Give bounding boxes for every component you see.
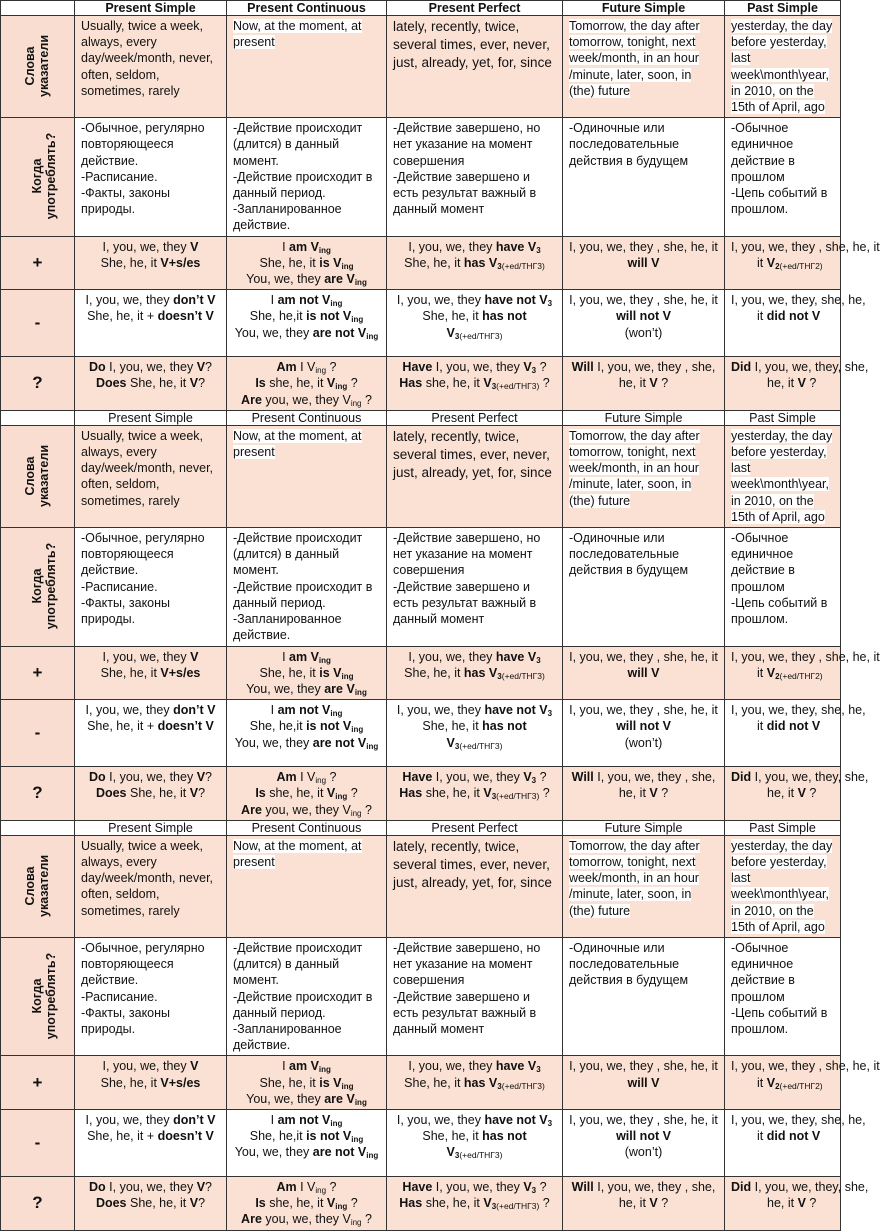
header-future-simple: Future Simple [563, 820, 725, 835]
formula-line: She, he, it has $V_{3(+ed/ТНГ3)}$ [404, 1075, 545, 1091]
affirmative-present-perfect [387, 1056, 563, 1110]
usage-present-perfect [387, 937, 563, 1055]
formula-line: (won’t) [624, 325, 663, 340]
side-label-when-text: Когда употреблять? [30, 542, 59, 630]
formula-line: Is she, he, it $V_{ing}$ ? [255, 1196, 358, 1212]
header-row [1, 820, 841, 835]
formula-line: $V_{3(+ed/ТНГ3)}$ [446, 325, 503, 341]
formula-line: I, you, we, they have not $V_3$ [396, 1112, 553, 1128]
formula-line: I am not $V_{ing}$ [270, 703, 343, 719]
formula-line: he, it V ? [767, 376, 817, 391]
formula-line: I am $V_{ing}$ [282, 649, 331, 665]
formula-line: I am $V_{ing}$ [282, 1059, 331, 1075]
affirmative-future-simple [563, 1056, 725, 1110]
formula-line: Will I, you, we, they , she, [571, 770, 716, 785]
affirmative-past-simple [725, 236, 880, 290]
markers-present-continuous [227, 425, 387, 527]
markers-present-simple [75, 16, 227, 118]
negative-present-simple [75, 1109, 227, 1176]
markers-text: yesterday, the day before yesterday, last week\month\year, in 2010, on the 15th of April, ago [731, 19, 833, 115]
usage-row [1, 937, 841, 1055]
usage-text: -Обычное, регулярно повторяющееся действие. -Расписание. -Факты, законы природы. [81, 121, 205, 217]
formula-line: will not V [616, 719, 671, 734]
markers-text: Tomorrow, the day after tomorrow, tonight, next week/month, in an hour /minute, later, soon, in (the) future [569, 428, 700, 508]
side-label-minus: - [1, 1109, 75, 1176]
markers-text: Tomorrow, the day after tomorrow, tonight, next week/month, in an hour /minute, later, soon, in (the) future [569, 838, 700, 918]
markers-present-continuous [227, 16, 387, 118]
formula-line: You, we, they are $V_{ing}$ [246, 272, 367, 288]
formula-line: Are you, we, they $V_{ing}$ ? [241, 802, 372, 818]
usage-text: -Действие происходит (длится) в данный момент. -Действие происходит в данный период. -Запланированное действие. [233, 940, 373, 1053]
markers-past-simple [725, 16, 841, 118]
markers-text: Usually, twice a week, always, every day/week/month, never, often, seldom, sometimes, rarely [81, 838, 214, 918]
side-label-words-text: Слова указатели [23, 444, 52, 507]
formula-line: I am $V_{ing}$ [282, 239, 331, 255]
formula-line: I, you, we, they , she, he, it [731, 649, 880, 664]
side-label-plus: + [1, 1056, 75, 1110]
formula-line: he, it V ? [618, 786, 669, 801]
formula-line: She, he, it + doesn’t V [87, 1129, 214, 1144]
formula-line: Is she, he, it $V_{ing}$ ? [255, 376, 358, 392]
markers-text: Now, at the moment, at present [233, 428, 362, 460]
formula-line: I am not $V_{ing}$ [270, 293, 343, 309]
usage-present-perfect [387, 118, 563, 236]
formula-line: will V [627, 255, 660, 270]
formula-line: I, you, we, they have not $V_3$ [396, 293, 553, 309]
usage-text: -Действие завершено, но нет указание на момент совершения -Действие завершено и есть результат важный в данный момент [393, 531, 541, 627]
formula-line: (won’t) [624, 735, 663, 750]
usage-future-simple [563, 118, 725, 236]
negative-present-simple [75, 290, 227, 357]
affirmative-present-simple [75, 1056, 227, 1110]
side-label-words [1, 425, 75, 527]
negative-row [1, 1109, 841, 1176]
usage-present-simple [75, 118, 227, 236]
header-present-continuous: Present Continuous [227, 1, 387, 16]
side-label-plus: + [1, 236, 75, 290]
usage-text: -Обычное единичное действие в прошлом -Цепь событий в прошлом. [731, 531, 828, 627]
side-label-when [1, 528, 75, 646]
formula-line: will V [627, 665, 660, 680]
formula-line: Does She, he, it V? [95, 376, 206, 391]
usage-row [1, 118, 841, 236]
markers-present-perfect [387, 425, 563, 527]
formula-line: Have I, you, we, they $V_3$ ? [402, 770, 547, 786]
formula-line: I, you, we, they, she, he, [731, 1112, 866, 1127]
formula-line: Am I $V_{ing}$ ? [276, 1179, 337, 1195]
header-present-perfect: Present Perfect [387, 820, 563, 835]
header-past-simple: Past Simple [725, 1, 841, 16]
markers-text: yesterday, the day before yesterday, last week\month\year, in 2010, on the 15th of April, ago [731, 838, 833, 934]
markers-text: Now, at the moment, at present [233, 838, 362, 869]
negative-present-continuous [227, 290, 387, 357]
formula-line: he, it V ? [618, 376, 669, 391]
usage-past-simple [725, 528, 841, 646]
formula-line: You, we, they are $V_{ing}$ [246, 1091, 367, 1107]
affirmative-future-simple [563, 646, 725, 700]
affirmative-past-simple [725, 646, 880, 700]
usage-text: -Действие происходит (длится) в данный момент. -Действие происходит в данный период. -Запланированное действие. [233, 121, 373, 233]
side-label-when [1, 118, 75, 236]
affirmative-present-perfect [387, 646, 563, 700]
header-past-simple: Past Simple [725, 820, 841, 835]
formula-line: She, he, it has not [422, 719, 527, 734]
side-label-question: ? [1, 1176, 75, 1230]
time-markers-row [1, 16, 841, 118]
affirmative-row [1, 1056, 841, 1110]
formula-line: Has she, he, it $V_{3(+ed/ТНГ3)}$ ? [399, 786, 550, 802]
formula-line: I, you, we, they , she, he, it [569, 703, 718, 718]
usage-future-simple [563, 528, 725, 646]
question-present-continuous [227, 1176, 387, 1230]
formula-line: She, he, it has not [422, 309, 527, 324]
usage-present-simple [75, 937, 227, 1055]
side-label-when-text: Когда употреблять? [30, 952, 59, 1040]
side-label-minus: - [1, 290, 75, 357]
formula-line: She, he, it is $V_{ing}$ [259, 1075, 354, 1091]
usage-future-simple [563, 937, 725, 1055]
formula-line: You, we, they are not $V_{ing}$ [234, 735, 379, 751]
formula-line: I, you, we, they don’t V [85, 703, 216, 718]
formula-line: She, he, it has not [422, 1129, 527, 1144]
question-present-simple [75, 767, 227, 821]
affirmative-present-continuous [227, 236, 387, 290]
markers-present-simple [75, 835, 227, 937]
markers-text: Usually, twice a week, always, every day/week/month, never, often, seldom, sometimes, rarely [81, 19, 214, 98]
usage-text: -Обычное единичное действие в прошлом -Цепь событий в прошлом. [731, 940, 828, 1036]
question-row [1, 357, 841, 411]
formula-line: will not V [616, 1129, 671, 1144]
formula-line: I, you, we, they , she, he, it [569, 1059, 718, 1074]
formula-line: it $V_{2(+ed/ТНГ2)}$ [757, 255, 823, 271]
negative-past-simple [725, 1109, 866, 1176]
formula-line: $V_{3(+ed/ТНГ3)}$ [446, 735, 503, 751]
header-future-simple: Future Simple [563, 1, 725, 16]
formula-line: Has she, he, it $V_{3(+ed/ТНГ3)}$ ? [399, 376, 550, 392]
markers-present-simple [75, 425, 227, 527]
formula-line: he, it V ? [767, 786, 817, 801]
markers-text: yesterday, the day before yesterday, last week\month\year, in 2010, on the 15th of April, ago [731, 428, 833, 524]
formula-line: Am I $V_{ing}$ ? [276, 360, 337, 376]
time-markers-row [1, 425, 841, 527]
formula-line: She, he, it V+s/es [100, 665, 201, 680]
negative-present-simple [75, 700, 227, 767]
question-future-simple [563, 767, 725, 821]
formula-line: She, he, it is $V_{ing}$ [259, 255, 354, 271]
markers-text: Now, at the moment, at present [233, 19, 362, 50]
negative-past-simple [725, 290, 866, 357]
affirmative-present-continuous [227, 1056, 387, 1110]
question-future-simple [563, 357, 725, 411]
negative-present-continuous [227, 700, 387, 767]
usage-present-continuous [227, 937, 387, 1055]
affirmative-past-simple [725, 1056, 880, 1110]
formula-line: I, you, we, they , she, he, it [731, 239, 880, 254]
usage-present-continuous [227, 528, 387, 646]
formula-line: Has she, he, it $V_{3(+ed/ТНГ3)}$ ? [399, 1196, 550, 1212]
usage-text: -Одиночные или последовательные действия в будущем [569, 531, 689, 578]
formula-line: You, we, they are not $V_{ing}$ [234, 325, 379, 341]
formula-line: I, you, we, they , she, he, it [569, 239, 718, 254]
affirmative-row [1, 236, 841, 290]
formula-line: it did not V [757, 719, 821, 734]
usage-text: -Одиночные или последовательные действия в будущем [569, 940, 689, 988]
header-present-simple: Present Simple [75, 1, 227, 16]
question-present-continuous [227, 767, 387, 821]
formula-line: I, you, we, they have not $V_3$ [396, 703, 553, 719]
side-label-plus: + [1, 646, 75, 700]
negative-row [1, 700, 841, 767]
formula-line: She, he, it V+s/es [100, 1075, 201, 1090]
corner-cell [1, 410, 75, 425]
usage-text: -Одиночные или последовательные действия в будущем [569, 121, 689, 168]
affirmative-present-simple [75, 236, 227, 290]
markers-present-perfect [387, 835, 563, 937]
question-present-simple [75, 1176, 227, 1230]
formula-line: will V [627, 1075, 660, 1090]
formula-line: Does She, he, it V? [95, 786, 206, 801]
formula-line: Am I $V_{ing}$ ? [276, 770, 337, 786]
formula-line: I, you, we, they V [102, 649, 199, 664]
side-label-words [1, 835, 75, 937]
header-present-perfect: Present Perfect [387, 1, 563, 16]
header-present-continuous: Present Continuous [227, 410, 387, 425]
affirmative-row [1, 646, 841, 700]
formula-line: She, he, it has $V_{3(+ed/ТНГ3)}$ [404, 665, 545, 681]
formula-line: Do I, you, we, they V? [89, 770, 212, 785]
formula-line: I, you, we, they , she, he, it [731, 1059, 880, 1074]
formula-line: Have I, you, we, they $V_3$ ? [402, 360, 547, 376]
formula-line: it $V_{2(+ed/ТНГ2)}$ [757, 665, 823, 681]
negative-future-simple [563, 1109, 725, 1176]
formula-line: I, you, we, they don’t V [85, 293, 216, 308]
question-present-simple [75, 357, 227, 411]
usage-text: -Обычное единичное действие в прошлом -Цепь событий в прошлом. [731, 121, 828, 217]
markers-text: lately, recently, twice, several times, ever, never, just, already, yet, for, since [393, 428, 552, 480]
usage-row [1, 528, 841, 646]
side-label-question: ? [1, 357, 75, 411]
formula-line: I, you, we, they , she, he, it [569, 1112, 718, 1127]
usage-text: -Обычное, регулярно повторяющееся действие. -Расписание. -Факты, законы природы. [81, 940, 205, 1036]
formula-line: will not V [616, 309, 671, 324]
question-future-simple [563, 1176, 725, 1230]
question-past-simple [725, 767, 869, 821]
formula-line: You, we, they are $V_{ing}$ [246, 681, 367, 697]
negative-present-perfect [387, 290, 563, 357]
formula-line: I, you, we, they V [102, 239, 199, 254]
question-present-perfect [387, 767, 563, 821]
side-label-when-text: Когда употреблять? [30, 133, 59, 220]
formula-line: Do I, you, we, they V? [89, 1179, 212, 1194]
formula-line: Have I, you, we, they $V_3$ ? [402, 1179, 547, 1195]
formula-line: Did I, you, we, they, she, [731, 1179, 869, 1194]
formula-line: I, you, we, they, she, he, [731, 703, 866, 718]
side-label-when [1, 937, 75, 1055]
usage-present-perfect [387, 528, 563, 646]
formula-line: Do I, you, we, they V? [89, 360, 212, 375]
markers-future-simple [563, 425, 725, 527]
negative-present-perfect [387, 1109, 563, 1176]
formula-line: I, you, we, they, she, he, [731, 293, 866, 308]
formula-line: You, we, they are not $V_{ing}$ [234, 1145, 379, 1161]
side-label-words [1, 16, 75, 118]
header-present-simple: Present Simple [75, 410, 227, 425]
negative-present-continuous [227, 1109, 387, 1176]
formula-line: I, you, we, they don’t V [85, 1112, 216, 1127]
usage-present-continuous [227, 118, 387, 236]
formula-line: She, he, it V+s/es [100, 255, 201, 270]
negative-future-simple [563, 700, 725, 767]
question-row [1, 1176, 841, 1230]
formula-line: I, you, we, they V [102, 1059, 199, 1074]
side-label-question: ? [1, 767, 75, 821]
formula-line: She, he, it + doesn’t V [87, 309, 214, 324]
formula-line: he, it V ? [767, 1196, 817, 1211]
negative-future-simple [563, 290, 725, 357]
side-label-words-text: Слова указатели [23, 854, 52, 917]
question-present-continuous [227, 357, 387, 411]
question-present-perfect [387, 357, 563, 411]
header-present-simple: Present Simple [75, 820, 227, 835]
formula-line: She, he, it has $V_{3(+ed/ТНГ3)}$ [404, 255, 545, 271]
usage-text: -Действие завершено, но нет указание на момент совершения -Действие завершено и есть результат важный в данный момент [393, 121, 541, 217]
question-past-simple [725, 357, 869, 411]
formula-line: (won’t) [624, 1145, 663, 1160]
formula-line: I, you, we, they have $V_3$ [408, 649, 541, 665]
formula-line: I, you, we, they , she, he, it [569, 293, 718, 308]
usage-past-simple [725, 118, 841, 236]
formula-line: She, he,it is not $V_{ing}$ [249, 1129, 364, 1145]
markers-future-simple [563, 835, 725, 937]
markers-past-simple [725, 835, 841, 937]
time-markers-row [1, 835, 841, 937]
header-past-simple: Past Simple [725, 410, 841, 425]
usage-text: -Обычное, регулярно повторяющееся действие. -Расписание. -Факты, законы природы. [81, 531, 205, 627]
negative-past-simple [725, 700, 866, 767]
formula-line: Will I, you, we, they , she, [571, 360, 716, 375]
formula-line: he, it V ? [618, 1196, 669, 1211]
formula-line: Will I, you, we, they , she, [571, 1179, 716, 1194]
header-row [1, 1, 841, 16]
affirmative-present-perfect [387, 236, 563, 290]
markers-text: Usually, twice a week, always, every day/week/month, never, often, seldom, sometimes, rarely [81, 428, 214, 508]
corner-cell [1, 1, 75, 16]
side-label-minus: - [1, 700, 75, 767]
header-future-simple: Future Simple [563, 410, 725, 425]
negative-row [1, 290, 841, 357]
header-row [1, 410, 841, 425]
markers-present-perfect [387, 16, 563, 118]
markers-text: lately, recently, twice, several times, ever, never, just, already, yet, for, since [393, 19, 552, 70]
formula-line: I, you, we, they have $V_3$ [408, 239, 541, 255]
formula-line: Is she, he, it $V_{ing}$ ? [255, 786, 358, 802]
markers-text: Tomorrow, the day after tomorrow, tonight, next week/month, in an hour /minute, later, soon, in (the) future [569, 19, 700, 98]
affirmative-present-simple [75, 646, 227, 700]
formula-line: She, he,it is not $V_{ing}$ [249, 719, 364, 735]
formula-line: She, he, it + doesn’t V [87, 719, 214, 734]
side-label-words-text: Слова указатели [23, 34, 52, 98]
markers-future-simple [563, 16, 725, 118]
formula-line: Does She, he, it V? [95, 1196, 206, 1211]
markers-past-simple [725, 425, 841, 527]
formula-line: it $V_{2(+ed/ТНГ2)}$ [757, 1075, 823, 1091]
markers-present-continuous [227, 835, 387, 937]
formula-line: She, he, it is $V_{ing}$ [259, 665, 354, 681]
question-past-simple [725, 1176, 869, 1230]
formula-line: it did not V [757, 309, 821, 324]
negative-present-perfect [387, 700, 563, 767]
formula-line: Did I, you, we, they, she, [731, 360, 869, 375]
affirmative-present-continuous [227, 646, 387, 700]
formula-line: Did I, you, we, they, she, [731, 770, 869, 785]
formula-line: $V_{3(+ed/ТНГ3)}$ [446, 1145, 503, 1161]
usage-text: -Действие завершено, но нет указание на момент совершения -Действие завершено и есть результат важный в данный момент [393, 940, 541, 1036]
formula-line: I, you, we, they have $V_3$ [408, 1059, 541, 1075]
usage-present-simple [75, 528, 227, 646]
header-present-continuous: Present Continuous [227, 820, 387, 835]
usage-past-simple [725, 937, 841, 1055]
formula-line: Are you, we, they $V_{ing}$ ? [241, 392, 372, 408]
formula-line: Are you, we, they $V_{ing}$ ? [241, 1212, 372, 1228]
header-present-perfect: Present Perfect [387, 410, 563, 425]
question-present-perfect [387, 1176, 563, 1230]
formula-line: it did not V [757, 1129, 821, 1144]
usage-text: -Действие происходит (длится) в данный момент. -Действие происходит в данный период. -Запланированное действие. [233, 531, 373, 643]
formula-line: I am not $V_{ing}$ [270, 1112, 343, 1128]
question-row [1, 767, 841, 821]
affirmative-future-simple [563, 236, 725, 290]
markers-text: lately, recently, twice, several times, ever, never, just, already, yet, for, since [393, 838, 552, 890]
formula-line: I, you, we, they , she, he, it [569, 649, 718, 664]
formula-line: She, he,it is not $V_{ing}$ [249, 309, 364, 325]
corner-cell [1, 820, 75, 835]
